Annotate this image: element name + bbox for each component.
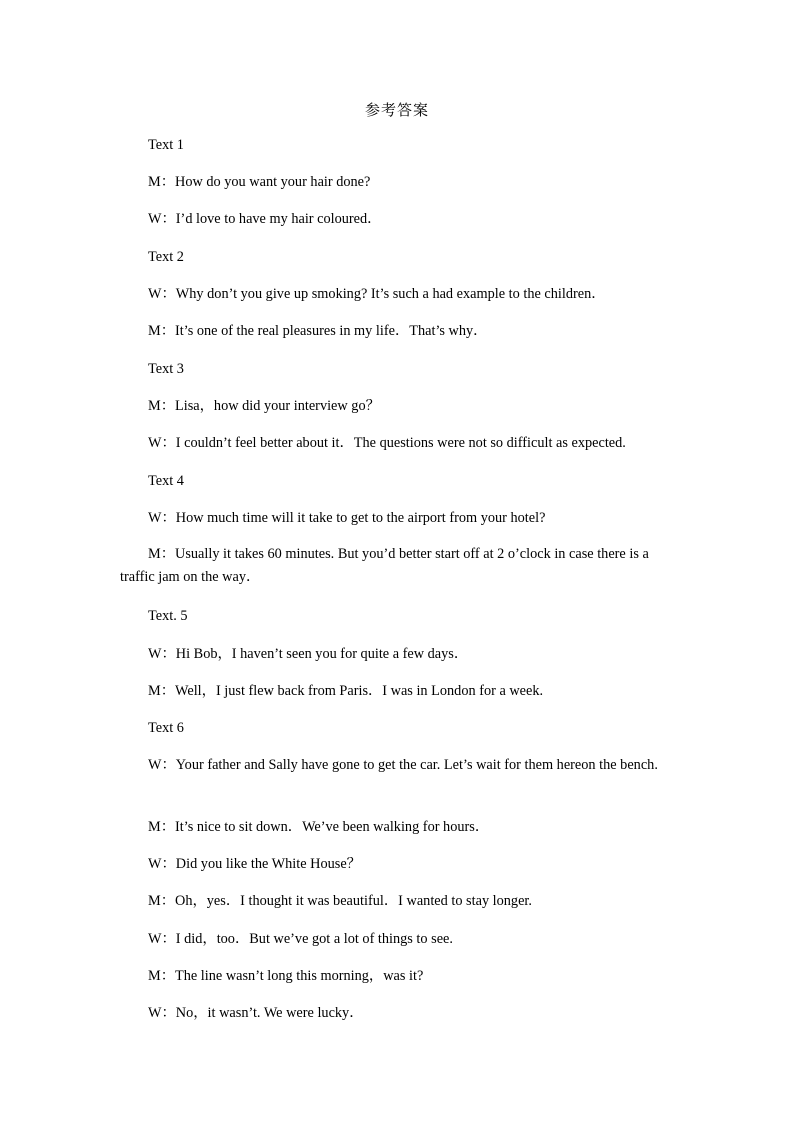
section-heading: Text 1 [148,137,184,153]
page-title: 参考答案 [364,101,429,119]
dialogue-line: M：Oh，yes．I thought it was beautiful．I wanted to stay longer. [148,893,532,909]
section-heading: Text 6 [148,720,184,736]
dialogue-line: M：It’s one of the real pleasures in my life．That’s why． [148,323,488,339]
dialogue-paragraph: M：Usually it takes 60 minutes. But you’d better start off at 2 o’clock in case there is a traffic jam on the way． [120,546,649,585]
dialogue-line: W：I’d love to have my hair coloured． [148,211,382,227]
dialogue-line: W：I did，too．But we’ve got a lot of things to see. [148,931,453,947]
section-heading: Text. 5 [148,608,188,624]
dialogue-line: W：How much time will it take to get to the airport from your hotel? [148,510,546,526]
section-heading: Text 3 [148,361,184,377]
dialogue-line: M：It’s nice to sit down．We’ve been walking for hours． [148,819,490,835]
dialogue-line: M：Lisa，how did your interview go？ [148,398,380,414]
section-heading: Text 4 [148,473,184,489]
dialogue-line: M：Well，I just flew back from Paris．I was in London for a week. [148,683,544,699]
dialogue-line: W：No，it wasn’t. We were lucky． [148,1005,364,1021]
dialogue-line: W：Why don’t you give up smoking? It’s such a had example to the children． [148,286,606,302]
dialogue-line: W：I couldn’t feel better about it．The questions were not so difficult as expected. [148,435,626,451]
dialogue-line: W：Did you like the White House？ [148,856,361,872]
dialogue-line: W：Hi Bob，I haven’t seen you for quite a few days． [148,646,469,662]
dialogue-paragraph: W：Your father and Sally have gone to get the car. Let’s wait for them hereon the bench. [148,757,658,773]
dialogue-line: M：How do you want your hair done? [148,174,371,190]
dialogue-line: M：The line wasn’t long this morning，was it? [148,968,424,984]
section-heading: Text 2 [148,249,184,265]
